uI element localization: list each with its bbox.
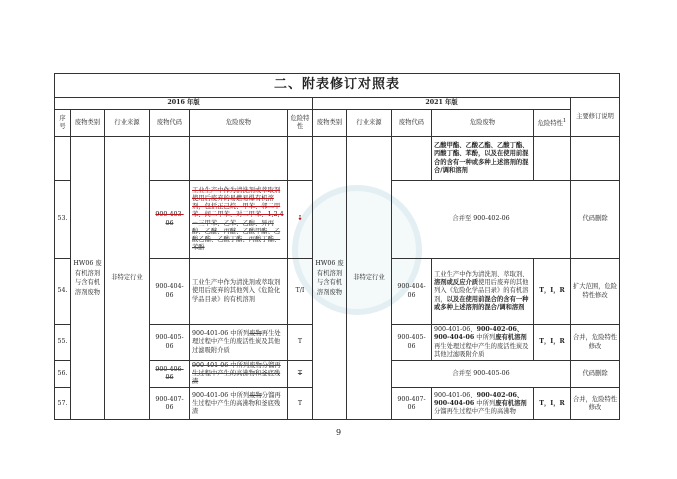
new-hazard-cell: T，I，R <box>534 259 571 325</box>
old-industry-cell: 非特定行业 <box>105 137 150 420</box>
new-code-cell: 900-404-06 <box>392 259 432 325</box>
version-2021-header: 2021 年版 <box>313 98 571 110</box>
revision-comparison-table <box>54 73 620 420</box>
industry-header-old: 行业来源 <box>105 110 150 137</box>
new-category-cell: HW06 废有机溶剂与含有机溶剂废物 <box>313 137 347 420</box>
new-hazard-cell: T，I，R <box>534 325 571 361</box>
new-industry-cell: 非特定行业 <box>347 137 392 420</box>
row-seq: 56. <box>55 361 71 388</box>
revision-note: 合并，危险特性修改 <box>571 325 620 361</box>
row-seq: 57. <box>55 388 71 420</box>
waste-header-new: 危险废物 <box>432 110 534 137</box>
new-waste-text: 900-401-06、900-402-06、900-404-06 中所列废有机溶剂分馏再生过程中产生的高沸物 <box>432 388 534 420</box>
old-code-cell: 900-404-06 <box>150 259 190 325</box>
revision-note: 合并，危险特性修改 <box>571 388 620 420</box>
row-seq: 54. <box>55 259 71 325</box>
category-header-old: 废物类别 <box>71 110 105 137</box>
old-code-cell: 900-407-06 <box>150 388 190 420</box>
table-title: 二、附表修订对照表 <box>55 74 620 98</box>
new-code-cell: 900-407-06 <box>392 388 432 420</box>
row-seq: 53. <box>55 181 71 259</box>
old-code-cell: 900-406-06 <box>150 361 190 388</box>
code-header-new: 废物代码 <box>392 110 432 137</box>
old-waste-text: 工业生产中作为清洗剂或萃取剂使用后废弃的易燃易爆有机溶剂，包括正己烷、甲苯、邻二甲苯、间二甲苯、对二甲苯、1,2,4－三甲苯、乙苯、乙醇、异丙醇、乙醚、丙醚、乙酸甲酯、乙酸乙酯、乙酸丁酯、丙酸丁酯、苯酚 <box>190 181 288 259</box>
old-hazard-cell: I <box>288 181 313 259</box>
revision-note: 代码删除 <box>571 181 620 259</box>
revision-note: 扩大范围，危险特性修改 <box>571 259 620 325</box>
notes-header: 主要修订说明 <box>571 98 620 137</box>
column-header-row <box>55 110 620 137</box>
table-row <box>55 137 620 181</box>
row-seq: 55. <box>55 325 71 361</box>
old-hazard-cell: T/I <box>288 259 313 325</box>
revision-note: 代码删除 <box>571 361 620 388</box>
old-code-cell: 900-403-06 <box>150 181 190 259</box>
hazard-header-new: 危险特性$^1$ <box>534 110 571 137</box>
seq-header: 序号 <box>55 110 71 137</box>
old-hazard-cell: T <box>288 325 313 361</box>
new-hazard-cell: T，I，R <box>534 388 571 420</box>
new-merge-note: 合并至 900-405-06 <box>392 361 571 388</box>
old-hazard-cell: T <box>288 388 313 420</box>
code-header-old: 废物代码 <box>150 110 190 137</box>
old-waste-text: 900-401-06 中所列废物再生处理过程中产生的废活性炭及其他过滤吸附介质 <box>190 325 288 361</box>
new-waste-text: 工业生产中作为清洗剂、萃取剂、溶剂或反应介质使用后废弃的其他列入《危险化学品目录》的有机溶剂，以及在使用前混合的含有一种或多种上述溶剂的混合/调和溶剂 <box>432 259 534 325</box>
old-code-cell: 900-405-06 <box>150 325 190 361</box>
new-waste-text: 乙酸甲酯、乙酸乙酯、乙酸丁酯、丙酸丁酯、苯酚，以及在使用前混合的含有一种或多种上述溶剂的混合/调和溶剂 <box>432 137 534 181</box>
new-waste-text: 900-401-06、900-402-06、900-404-06 中所列废有机溶剂再生处理过程中产生的废活性炭及其他过滤吸附介质 <box>432 325 534 361</box>
hazard-header-old: 危险特性 <box>288 110 313 137</box>
old-waste-text: 900-401-06 中所列废物分馏再生过程中产生的高沸物和釜底残渣 <box>190 388 288 420</box>
old-waste-text: 900-401-06 中所列废物分馏再生过程中产生的高沸物和釜底残渣 <box>190 361 288 388</box>
version-2016-header: 2016 年版 <box>55 98 313 110</box>
industry-header-new: 行业来源 <box>347 110 392 137</box>
category-header-new: 废物类别 <box>313 110 347 137</box>
page-number: 9 <box>335 428 342 437</box>
old-hazard-cell: T <box>288 361 313 388</box>
old-waste-text: 工业生产中作为清洗剂或萃取剂使用后废弃的其他列入《危险化学品目录》的有机溶剂 <box>190 259 288 325</box>
new-code-cell: 900-405-06 <box>392 325 432 361</box>
waste-header-old: 危险废物 <box>190 110 288 137</box>
new-merge-note: 合并至 900-402-06 <box>392 181 571 259</box>
old-category-cell: HW06 废有机溶剂与含有机溶剂废物 <box>71 137 105 420</box>
